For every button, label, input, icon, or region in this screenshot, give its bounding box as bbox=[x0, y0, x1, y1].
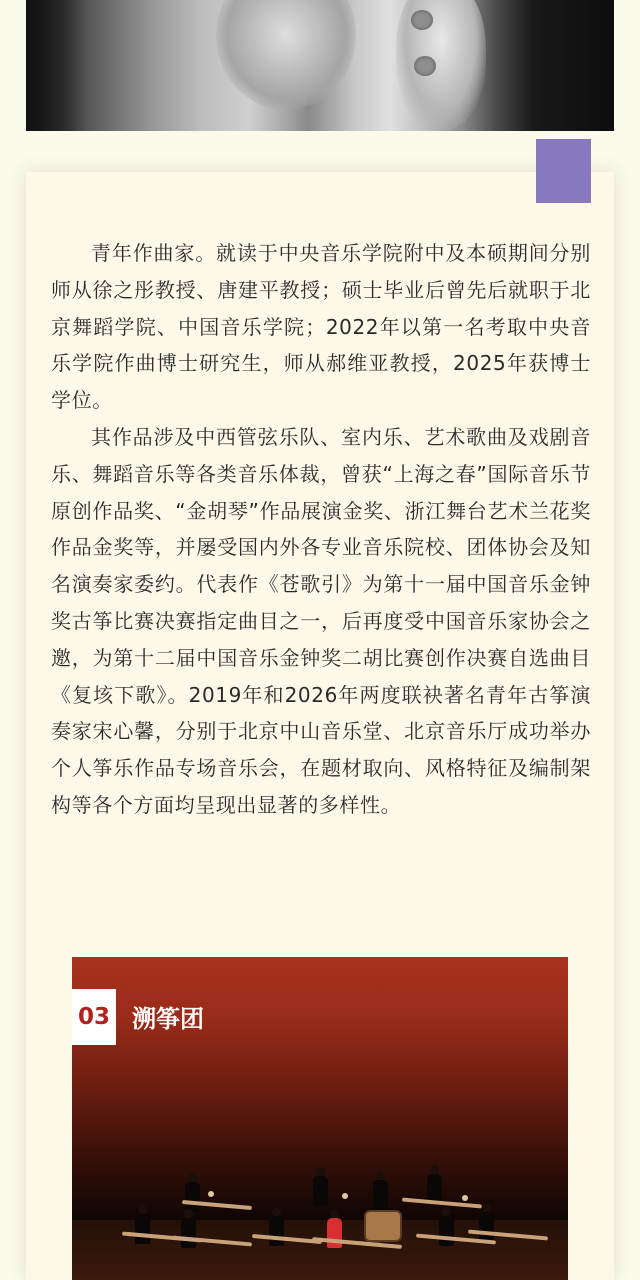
musician bbox=[372, 1171, 388, 1211]
bio-paragraph: 其作品涉及中西管弦乐队、室内乐、艺术歌曲及戏剧音乐、舞蹈音乐等各类音乐体裁，曾获“上海之春”国际音乐节原创作品奖、“金胡琴”作品展演金奖、浙江舞台艺术兰花奖作品金奖等，并屡受国内外各专业音乐院校、团体协会及知名演奏家委约。代表作《苍歌引》为第十一届中国音乐金钟奖古筝比赛决赛指定曲目之一，后再度受中国音乐家协会之邀，为第十二届中国音乐金钟奖二胡比赛创作决赛自选曲目《复垓下歌》。2019年和2026年两度联袂著名青年古筝演奏家宋心馨，分别于北京中山音乐堂、北京音乐厅成功举办个人筝乐作品专场音乐会，在题材取向、风格特征及编制架构等各个方面均呈现出显著的多样性。 bbox=[51, 424, 591, 817]
sculpture-detail-top bbox=[411, 10, 433, 30]
section-number: 03 bbox=[77, 1004, 110, 1030]
composer-bio bbox=[51, 235, 591, 824]
sculpture-form-right bbox=[396, 0, 486, 130]
musician bbox=[312, 1167, 328, 1207]
musician bbox=[134, 1205, 150, 1245]
stage-light bbox=[342, 1193, 348, 1199]
section-number-badge bbox=[72, 989, 116, 1045]
accent-square bbox=[536, 139, 591, 203]
sculpture-photo bbox=[26, 0, 614, 131]
ensemble-section bbox=[72, 957, 568, 1280]
sculpture-detail-bottom bbox=[414, 56, 436, 76]
musician bbox=[268, 1207, 284, 1247]
stage-light bbox=[208, 1191, 214, 1197]
bio-paragraph: 青年作曲家。就读于中央音乐学院附中及本硕期间分别师从徐之彤教授、唐建平教授；硕士毕业后曾先后就职于北京舞蹈学院、中国音乐学院；2022年以第一名考取中央音乐学院作曲博士研究生，师从郝维亚教授，2025年获博士学位。 bbox=[51, 241, 591, 413]
sculpture-form-left bbox=[216, 0, 356, 110]
musician bbox=[180, 1209, 196, 1249]
stage-light bbox=[462, 1195, 468, 1201]
section-title: 溯筝团 bbox=[132, 1005, 204, 1033]
musician bbox=[478, 1203, 494, 1243]
drum bbox=[364, 1210, 402, 1242]
musician bbox=[184, 1173, 200, 1213]
photo-shadow bbox=[26, 0, 86, 131]
musician bbox=[438, 1207, 454, 1247]
